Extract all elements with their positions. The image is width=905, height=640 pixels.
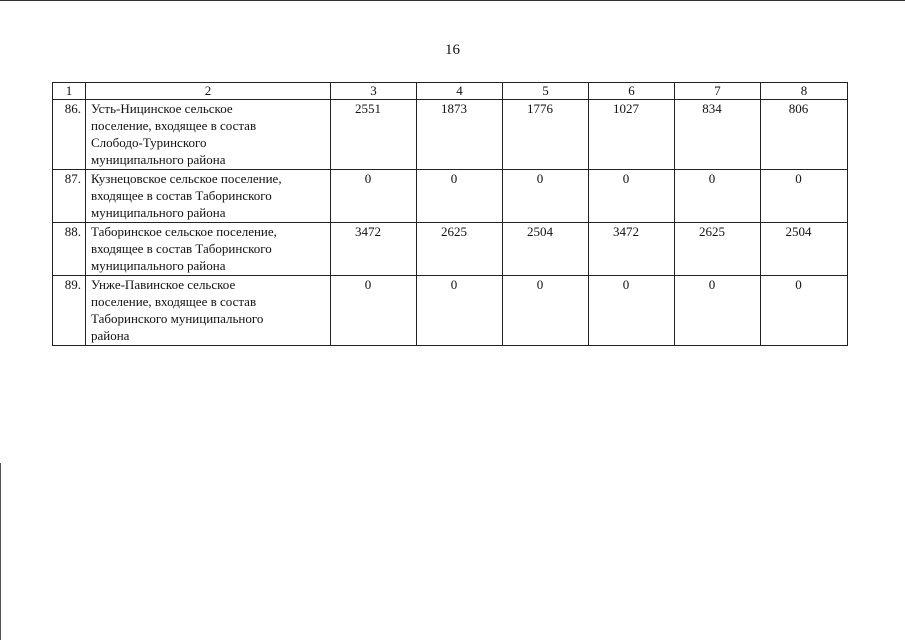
- value-col-5: 0: [503, 170, 589, 223]
- settlement-name-line: Таборинского муниципального: [91, 311, 264, 326]
- value-col-5: 0: [503, 276, 589, 346]
- value-col-4: 0: [417, 276, 503, 346]
- settlement-name-line: поселение, входящее в состав: [91, 118, 257, 133]
- value-col-5: 1776: [503, 100, 589, 170]
- column-header-5: 5: [503, 83, 589, 100]
- table-row: [53, 223, 848, 276]
- value-col-6: 1027: [589, 100, 675, 170]
- column-header-8: 8: [761, 83, 848, 100]
- value-col-7: 834: [675, 100, 761, 170]
- settlement-name-line: Таборинское сельское поселение,: [91, 224, 277, 239]
- table-row: [53, 170, 848, 223]
- settlement-name-line: поселение, входящее в состав: [91, 294, 257, 309]
- value-col-8: 0: [761, 170, 848, 223]
- page-number: 16: [445, 42, 460, 58]
- settlement-name-line: Слободо-Туринского: [91, 135, 207, 150]
- left-scan-mark: [0, 463, 1, 640]
- value-col-3: 0: [331, 276, 417, 346]
- settlement-name-line: муниципального района: [91, 258, 226, 273]
- settlement-name: [86, 276, 331, 346]
- settlement-name-line: муниципального района: [91, 152, 226, 167]
- table-row: [53, 100, 848, 170]
- value-col-7: 2625: [675, 223, 761, 276]
- settlement-name-line: Усть-Ницинское сельское: [91, 101, 233, 116]
- value-col-7: 0: [675, 170, 761, 223]
- value-col-5: 2504: [503, 223, 589, 276]
- row-number: 86.: [53, 100, 86, 170]
- settlement-name: [86, 170, 331, 223]
- value-col-3: 2551: [331, 100, 417, 170]
- settlement-name-line: муниципального района: [91, 205, 226, 220]
- settlement-name-line: входящее в состав Таборинского: [91, 188, 272, 203]
- value-col-6: 0: [589, 276, 675, 346]
- value-col-4: 2625: [417, 223, 503, 276]
- value-col-7: 0: [675, 276, 761, 346]
- table-row: [53, 276, 848, 346]
- column-header-2: 2: [86, 83, 331, 100]
- settlement-name: [86, 100, 331, 170]
- value-col-8: 806: [761, 100, 848, 170]
- settlement-name-line: Унже-Павинское сельское: [91, 277, 236, 292]
- value-col-8: 2504: [761, 223, 848, 276]
- value-col-6: 3472: [589, 223, 675, 276]
- column-header-3: 3: [331, 83, 417, 100]
- header-row: [53, 83, 848, 100]
- row-number: 89.: [53, 276, 86, 346]
- settlements-table: [52, 82, 848, 346]
- top-scan-border: [0, 0, 905, 1]
- column-header-1: 1: [53, 83, 86, 100]
- value-col-6: 0: [589, 170, 675, 223]
- column-header-6: 6: [589, 83, 675, 100]
- settlement-name-line: входящее в состав Таборинского: [91, 241, 272, 256]
- settlement-name-line: Кузнецовское сельское поселение,: [91, 171, 282, 186]
- value-col-4: 0: [417, 170, 503, 223]
- column-header-4: 4: [417, 83, 503, 100]
- settlement-name: [86, 223, 331, 276]
- value-col-8: 0: [761, 276, 848, 346]
- value-col-4: 1873: [417, 100, 503, 170]
- row-number: 88.: [53, 223, 86, 276]
- settlement-name-line: района: [91, 328, 130, 343]
- value-col-3: 0: [331, 170, 417, 223]
- value-col-3: 3472: [331, 223, 417, 276]
- row-number: 87.: [53, 170, 86, 223]
- column-header-7: 7: [675, 83, 761, 100]
